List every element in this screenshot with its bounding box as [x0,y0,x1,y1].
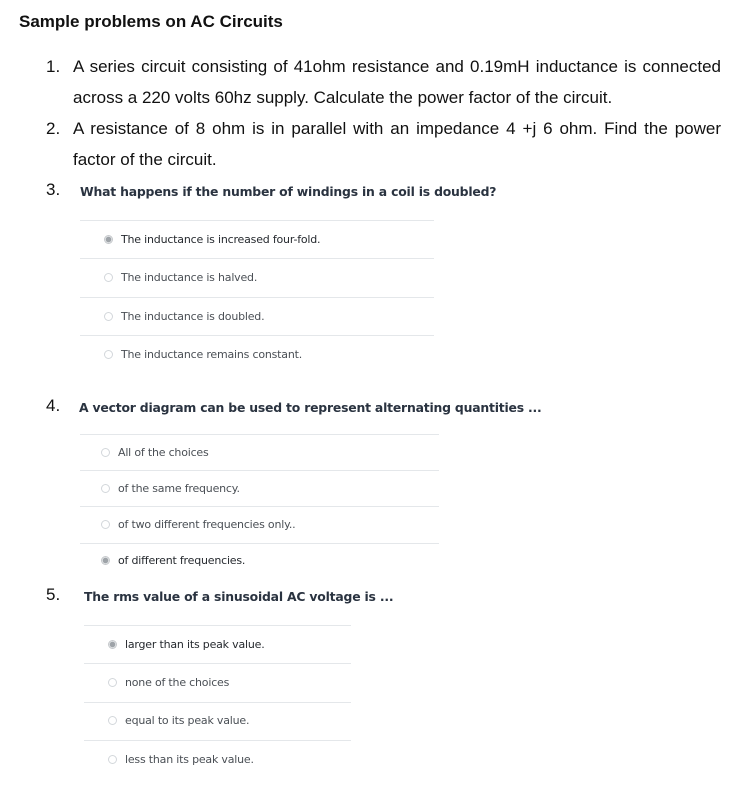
option-divider [80,506,439,507]
option-label: The inductance is halved. [121,271,258,284]
option-divider [84,702,351,703]
option-label: equal to its peak value. [125,714,250,727]
page-title: Sample problems on AC Circuits [19,12,283,31]
question-number: 5. [46,585,61,604]
option-label: The inductance is doubled. [121,310,265,323]
radio-icon[interactable] [108,755,117,764]
option-divider [84,663,351,664]
option-label: none of the choices [125,676,230,689]
option-divider [84,625,351,626]
option-item[interactable] [101,518,295,531]
option-divider [80,297,434,298]
option-divider [80,543,439,544]
problem-text: A series circuit consisting of 41ohm resistance and 0.19mH inductance is connected across a 220 volts 60hz supply. Calculate the power factor of the circuit. [73,57,721,107]
option-label: of two different frequencies only.. [118,518,296,531]
radio-selected-icon[interactable] [101,556,110,565]
option-label: larger than its peak value. [125,638,265,651]
radio-icon[interactable] [101,484,110,493]
radio-icon[interactable] [101,520,110,529]
option-item[interactable] [108,676,229,689]
problem-text: A resistance of 8 ohm is in parallel with an impedance 4 +j 6 ohm. Find the power factor of the circuit. [73,119,721,169]
option-item[interactable] [101,446,209,459]
radio-icon[interactable] [104,350,113,359]
problem-number: 2. [46,119,61,138]
question-text: A vector diagram can be used to represent alternating quantities ... [79,400,542,415]
option-item[interactable] [104,233,320,246]
question-number: 3. [46,180,61,199]
option-item[interactable] [101,554,245,567]
question-number: 4. [46,396,61,415]
option-item[interactable] [104,271,257,284]
problem-2 [46,113,721,175]
option-label: less than its peak value. [125,753,254,766]
radio-icon[interactable] [108,716,117,725]
option-item[interactable] [108,638,265,651]
option-label: of different frequencies. [118,554,246,567]
radio-selected-icon[interactable] [104,235,113,244]
option-divider [80,434,439,435]
option-divider [84,740,351,741]
problem-1 [46,51,721,113]
option-label: The inductance remains constant. [121,348,302,361]
radio-icon[interactable] [101,448,110,457]
option-divider [80,258,434,259]
question-text: What happens if the number of windings in a coil is doubled? [80,184,497,199]
radio-selected-icon[interactable] [108,640,117,649]
option-item[interactable] [108,753,254,766]
option-label: The inductance is increased four-fold. [121,233,321,246]
problem-number: 1. [46,57,61,76]
radio-icon[interactable] [104,312,113,321]
radio-icon[interactable] [108,678,117,687]
option-divider [80,470,439,471]
radio-icon[interactable] [104,273,113,282]
option-item[interactable] [104,348,302,361]
question-text: The rms value of a sinusoidal AC voltage is ... [84,589,394,604]
option-divider [80,335,434,336]
option-label: All of the choices [118,446,209,459]
option-item[interactable] [108,714,249,727]
option-label: of the same frequency. [118,482,240,495]
option-item[interactable] [101,482,240,495]
option-item[interactable] [104,310,264,323]
option-divider [80,220,434,221]
